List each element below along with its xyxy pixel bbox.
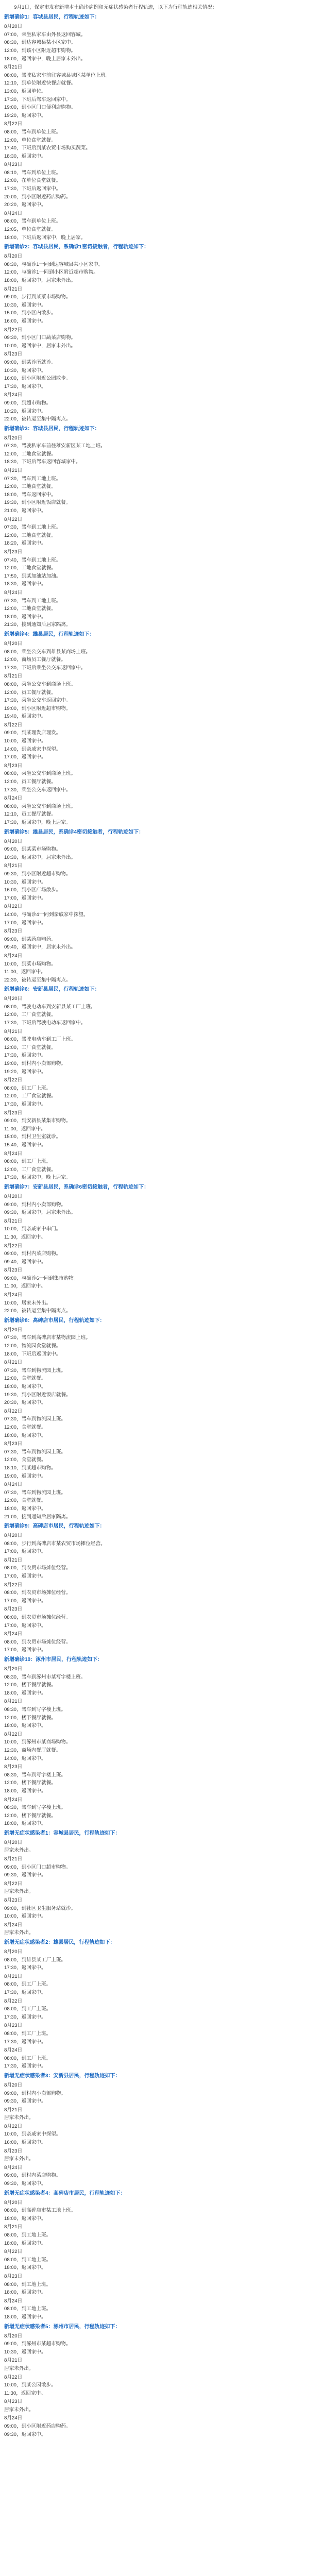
itinerary-entry: 10:30，返回家中。 <box>4 2349 46 2355</box>
itinerary-entry: 07:30，驾车到工地上班。 <box>4 598 61 604</box>
itinerary-entry: 12:10，到单位附近快餐店就餐。 <box>4 80 76 87</box>
itinerary-entry: 08:00，到工厂上班。 <box>4 1159 52 1165</box>
itinerary-entry: 10:30，返回家中，居家未外出。 <box>4 854 76 860</box>
case-heading: 新增无症状感染者4：高碑店市居民，行程轨迹如下： <box>4 2190 126 2196</box>
date-label: 8月23日 <box>4 2023 23 2029</box>
itinerary-entry: 08:30，驾车到写字楼上班。 <box>4 1772 66 1778</box>
itinerary-entry: 07:40，驾车到工地上班。 <box>4 557 61 563</box>
itinerary-entry: 08:00，驾驶私家车前往容城县城区某单位上班。 <box>4 72 111 78</box>
itinerary-entry: 20:00，到小区附近药店购药。 <box>4 194 71 200</box>
itinerary-entry: 17:00，返回家中。 <box>4 1549 46 1555</box>
itinerary-entry: 居家未外出。 <box>4 2115 34 2121</box>
case-heading: 新增确诊4：雄县居民，行程轨迹如下： <box>4 631 95 637</box>
itinerary-entry: 10:00，到菜市场购物。 <box>4 961 56 967</box>
case-heading: 新增确诊3：容城县居民，行程轨迹如下： <box>4 426 100 432</box>
itinerary-entry: 09:30，返回家中。 <box>4 1872 46 1878</box>
itinerary-entry: 22:00，被转运至集中隔离点。 <box>4 416 71 422</box>
itinerary-entry: 居家未外出。 <box>4 2406 34 2413</box>
itinerary-entry: 19:30，到小区附近饭店就餐。 <box>4 1392 71 1398</box>
itinerary-entry: 14:00，与确诊4一同到亲戚家中探望。 <box>4 911 89 918</box>
itinerary-entry: 19:20，返回家中。 <box>4 1069 46 1075</box>
date-label: 8月23日 <box>4 351 23 358</box>
itinerary-entry: 12:00，楼下餐厅就餐。 <box>4 1780 56 1786</box>
itinerary-entry: 09:00，步行到某菜市场购物。 <box>4 294 71 300</box>
itinerary-entry: 08:00，到工地上班。 <box>4 2232 52 2239</box>
itinerary-entry: 09:00，到某理发店理发。 <box>4 730 61 736</box>
itinerary-entry: 08:30，驾车到写字楼上班。 <box>4 1706 66 1713</box>
itinerary-entry: 08:00，到工厂上班。 <box>4 2055 52 2061</box>
itinerary-entry: 18:00，返回家中。 <box>4 614 46 620</box>
itinerary-entry: 08:00，到农贸市场摊位经营。 <box>4 1615 71 1621</box>
itinerary-entry: 居家未外出。 <box>4 1930 34 1936</box>
itinerary-entry: 12:00，工地食堂就餐。 <box>4 606 56 612</box>
itinerary-entry: 12:00，工地食堂就餐。 <box>4 451 56 457</box>
itinerary-entry: 12:00，工地食堂就餐。 <box>4 484 56 490</box>
itinerary-entry: 18:00，驾车返回家中。 <box>4 492 56 498</box>
itinerary-entry: 07:30，驾车到高碑店市某物流园上班。 <box>4 1335 91 1341</box>
itinerary-entry: 10:30，返回家中。 <box>4 367 46 374</box>
itinerary-entry: 12:00，工地食堂就餐。 <box>4 565 56 571</box>
date-label: 8月24日 <box>4 795 23 802</box>
itinerary-entry: 08:00，到工地上班。 <box>4 2257 52 2263</box>
itinerary-entry: 21:00，接到通知后居家隔离。 <box>4 1514 71 1520</box>
date-label: 8月21日 <box>4 1218 23 1224</box>
itinerary-entry: 20:30，返回家中。 <box>4 1400 46 1406</box>
itinerary-entry: 07:30，驾车到工地上班。 <box>4 476 61 482</box>
itinerary-entry: 07:00，乘坐私家车由外县返回容城。 <box>4 31 86 38</box>
itinerary-entry: 08:00，到农贸市场摊位经营。 <box>4 1565 71 1571</box>
itinerary-entry: 19:00，返回家中。 <box>4 1473 46 1479</box>
itinerary-entry: 18:00，返回家中。 <box>4 1432 46 1438</box>
date-label: 8月23日 <box>4 762 23 769</box>
itinerary-entry: 07:30，驾驶私家车前往雄安新区某工地上班。 <box>4 443 106 449</box>
date-label: 8月20日 <box>4 253 23 260</box>
date-label: 8月23日 <box>4 1267 23 1274</box>
itinerary-entry: 18:10，到某超市购物。 <box>4 1465 56 1471</box>
itinerary-entry: 17:00，返回家中。 <box>4 895 46 901</box>
itinerary-entry: 09:30，到小区门口蔬菜店购物。 <box>4 335 76 341</box>
date-label: 8月24日 <box>4 2164 23 2171</box>
case-heading: 新增无症状感染者2：雄县居民，行程轨迹如下： <box>4 1940 115 1946</box>
itinerary-entry: 08:00，步行到高碑店市某农贸市场摊位经营。 <box>4 1540 106 1547</box>
itinerary-entry: 08:00，驾车到单位上班。 <box>4 129 61 135</box>
itinerary-entry: 07:30，驾车到物流园上班。 <box>4 1367 66 1374</box>
itinerary-entry: 09:00，到涿州市某超市购物。 <box>4 2341 71 2347</box>
itinerary-entry: 11:30，返回家中。 <box>4 2390 46 2396</box>
itinerary-entry: 15:40，返回家中。 <box>4 1142 46 1148</box>
case-heading: 新增确诊8：高碑店市居民，行程轨迹如下： <box>4 1317 105 1324</box>
itinerary-entry: 09:00，到村内小卖部购物。 <box>4 2090 66 2096</box>
itinerary-entry: 12:00，员工餐厅就餐。 <box>4 689 56 696</box>
itinerary-entry: 10:00，到亲戚家中串门。 <box>4 1226 61 1232</box>
itinerary-entry: 17:30，下班后驾驶电动车返回家中。 <box>4 1020 86 1026</box>
itinerary-entry: 08:00，乘坐公交车到商场上班。 <box>4 681 76 687</box>
itinerary-entry: 12:05，单位食堂就餐。 <box>4 227 56 233</box>
itinerary-entry: 09:00，到村内小卖部购物。 <box>4 1201 66 1208</box>
itinerary-entry: 18:30，返回家中。 <box>4 581 46 587</box>
itinerary-entry: 18:00，返回家中。 <box>4 2290 46 2296</box>
itinerary-entry: 19:30，到小区附近饭店就餐。 <box>4 500 71 506</box>
itinerary-entry: 18:00，返回家中，晚上居家未外出。 <box>4 56 86 62</box>
itinerary-entry: 18:00，返回家中。 <box>4 1788 46 1794</box>
case-heading: 新增确诊6：安新县居民，行程轨迹如下： <box>4 987 100 993</box>
date-label: 8月22日 <box>4 327 23 333</box>
date-label: 8月22日 <box>4 722 23 728</box>
itinerary-entry: 08:00，驾驶电动车到工厂上班。 <box>4 1037 76 1043</box>
itinerary-entry: 13:00，返回单位。 <box>4 88 46 94</box>
date-label: 8月21日 <box>4 64 23 71</box>
itinerary-entry: 10:00，居家未外出。 <box>4 1300 52 1306</box>
date-label: 8月23日 <box>4 1606 23 1613</box>
itinerary-entry: 16:00，返回家中。 <box>4 2140 46 2146</box>
date-label: 8月20日 <box>4 1949 23 1955</box>
itinerary-entry: 19:20，返回家中。 <box>4 112 46 118</box>
itinerary-entry: 17:30，下班后乘坐公交车返回家中。 <box>4 665 86 671</box>
itinerary-entry: 18:30，下班后驾车返回容城家中。 <box>4 459 81 465</box>
date-label: 8月20日 <box>4 1533 23 1539</box>
itinerary-entry: 10:00，返回家中。 <box>4 738 46 744</box>
itinerary-entry: 08:00，乘坐公交车到商场上班。 <box>4 771 76 777</box>
itinerary-entry: 17:30，返回家中。 <box>4 383 46 389</box>
date-label: 8月20日 <box>4 1327 23 1333</box>
itinerary-entry: 居家未外出。 <box>4 1848 34 1854</box>
itinerary-entry: 12:00，楼下餐厅就餐。 <box>4 1812 56 1819</box>
case-heading: 新增无症状感染者5：涿州市居民，行程轨迹如下： <box>4 2324 121 2330</box>
itinerary-entry: 12:00，楼下餐厅就餐。 <box>4 1715 56 1721</box>
itinerary-entry: 09:30，返回家中。 <box>4 2431 46 2437</box>
itinerary-entry: 12:00，工厂食堂就餐。 <box>4 1044 56 1050</box>
date-label: 8月22日 <box>4 1998 23 2004</box>
date-label: 8月23日 <box>4 1110 23 1116</box>
itinerary-entry: 17:30，返回家中。 <box>4 2014 46 2020</box>
itinerary-entry: 15:00，到村卫生室就诊。 <box>4 1134 61 1140</box>
itinerary-entry: 16:00，到小区广场散步。 <box>4 887 61 893</box>
itinerary-entry: 12:00，楼下餐厅就餐。 <box>4 1682 56 1688</box>
itinerary-entry: 17:00，返回家中。 <box>4 1647 46 1653</box>
date-label: 8月21日 <box>4 468 23 474</box>
date-label: 8月22日 <box>4 2249 23 2255</box>
itinerary-entry: 08:30，与确诊1一同到达容城县某小区家中。 <box>4 261 104 267</box>
date-label: 8月20日 <box>4 1839 23 1845</box>
itinerary-entry: 17:30，乘坐公交车返回家中。 <box>4 698 71 704</box>
itinerary-entry: 居家未外出。 <box>4 2365 34 2371</box>
date-label: 8月24日 <box>4 1922 23 1928</box>
itinerary-entry: 10:00，到某公园散步。 <box>4 2382 56 2388</box>
itinerary-entry: 12:00，单位食堂就餐。 <box>4 137 56 143</box>
itinerary-entry: 17:30，下班后驾车返回家中。 <box>4 96 71 103</box>
itinerary-entry: 09:00，到小区附近药店购药。 <box>4 2424 71 2430</box>
date-label: 8月21日 <box>4 2224 23 2230</box>
itinerary-entry: 07:30，驾车到物流园上班。 <box>4 1449 66 1455</box>
date-label: 8月20日 <box>4 1666 23 1672</box>
date-label: 8月22日 <box>4 1243 23 1249</box>
itinerary-entry: 14:00，返回家中。 <box>4 1755 46 1761</box>
itinerary-entry: 21:00，返回家中。 <box>4 508 46 514</box>
date-label: 8月24日 <box>4 392 23 398</box>
itinerary-entry: 07:30，驾车到物流园上班。 <box>4 1489 66 1496</box>
date-label: 8月22日 <box>4 904 23 910</box>
date-label: 8月20日 <box>4 2333 23 2339</box>
itinerary-entry: 12:00，物流园食堂就餐。 <box>4 1343 61 1349</box>
itinerary-entry: 09:00，到某诊所就诊。 <box>4 359 56 365</box>
itinerary-entry: 17:30，返回家中，晚上居家。 <box>4 820 71 826</box>
date-label: 8月20日 <box>4 996 23 1002</box>
date-label: 8月20日 <box>4 2199 23 2206</box>
date-label: 8月21日 <box>4 2358 23 2364</box>
itinerary-entry: 08:00，到工厂上班。 <box>4 2030 52 2037</box>
itinerary-entry: 11:00，返回家中。 <box>4 1126 46 1132</box>
date-label: 8月22日 <box>4 516 23 522</box>
date-label: 8月23日 <box>4 549 23 555</box>
itinerary-entry: 17:00，返回家中。 <box>4 1622 46 1629</box>
case-heading: 新增确诊1：容城县居民，行程轨迹如下： <box>4 14 100 21</box>
date-label: 8月22日 <box>4 1731 23 1737</box>
itinerary-entry: 17:00，返回家中。 <box>4 1573 46 1580</box>
itinerary-entry: 08:30，到达容城县某小区家中。 <box>4 40 76 46</box>
date-label: 8月21日 <box>4 863 23 869</box>
itinerary-entry: 12:00，食堂就餐。 <box>4 1424 46 1430</box>
itinerary-entry: 18:20，返回家中。 <box>4 540 46 547</box>
itinerary-entry: 09:30，返回家中。 <box>4 2181 46 2187</box>
itinerary-entry: 09:00，到某药店购药。 <box>4 936 56 942</box>
itinerary-entry: 09:00，到村内菜店购物。 <box>4 2173 61 2179</box>
itinerary-entry: 09:00，到某菜市场购物。 <box>4 846 61 853</box>
itinerary-entry: 12:00，工厂食堂就餐。 <box>4 1093 56 1099</box>
itinerary-entry: 17:30，返回家中。 <box>4 2039 46 2045</box>
itinerary-entry: 20:20，返回家中。 <box>4 202 46 208</box>
date-label: 8月23日 <box>4 2148 23 2154</box>
itinerary-entry: 07:30，驾车到工地上班。 <box>4 524 61 531</box>
itinerary-entry: 12:00，工厂食堂就餐。 <box>4 1166 56 1173</box>
intro-paragraph: 9月1日，保定市发布新增本土确诊病例和无症状感染者行程轨迹，以下为行程轨迹相关情况： <box>14 5 217 10</box>
itinerary-entry: 17:00，返回家中。 <box>4 1598 46 1604</box>
itinerary-entry: 08:00，到工厂上班。 <box>4 1981 52 1988</box>
itinerary-entry: 08:00，到工地上班。 <box>4 2306 52 2312</box>
itinerary-entry: 08:00，驾驶电动车到安新县某工厂上班。 <box>4 1004 96 1010</box>
date-label: 8月21日 <box>4 1699 23 1705</box>
case-heading: 新增确诊7：安新县居民，系确诊6密切接触者，行程轨迹如下： <box>4 1184 149 1190</box>
date-label: 8月22日 <box>4 1880 23 1887</box>
itinerary-entry: 17:30，返回家中。 <box>4 2063 46 2070</box>
itinerary-entry: 09:40，返回家中。 <box>4 1259 46 1265</box>
itinerary-entry: 18:30，返回家中。 <box>4 153 46 159</box>
itinerary-entry: 18:00，返回家中。 <box>4 2215 46 2222</box>
itinerary-entry: 18:00，返回家中。 <box>4 1384 46 1390</box>
itinerary-entry: 12:10，员工餐厅就餐。 <box>4 811 56 818</box>
date-label: 8月22日 <box>4 121 23 127</box>
date-label: 8月24日 <box>4 589 23 596</box>
itinerary-entry: 14:00，到亲戚家中探望。 <box>4 746 61 752</box>
date-label: 8月24日 <box>4 2047 23 2054</box>
date-label: 8月20日 <box>4 2082 23 2088</box>
date-label: 8月22日 <box>4 2123 23 2129</box>
itinerary-entry: 10:00，返回家中。 <box>4 1913 46 1920</box>
date-label: 8月20日 <box>4 640 23 647</box>
itinerary-entry: 17:40，下班后到某农贸市场购买蔬菜。 <box>4 145 91 151</box>
date-label: 8月23日 <box>4 1897 23 1904</box>
itinerary-entry: 07:30，驾车到物流园上班。 <box>4 1416 66 1422</box>
itinerary-entry: 18:00，返回家中。 <box>4 1690 46 1696</box>
itinerary-entry: 12:00，在单位食堂就餐。 <box>4 178 61 184</box>
itinerary-entry: 08:00，乘坐公交车到雄县某商场上班。 <box>4 649 91 655</box>
itinerary-entry: 09:30，到小区附近超市购物。 <box>4 871 71 877</box>
date-label: 8月21日 <box>4 1028 23 1035</box>
date-label: 8月20日 <box>4 1193 23 1199</box>
itinerary-entry: 17:30，返回家中。 <box>4 1989 46 1995</box>
itinerary-entry: 11:00，返回家中。 <box>4 969 46 975</box>
itinerary-entry: 12:00，食堂就餐。 <box>4 1457 46 1463</box>
date-label: 8月24日 <box>4 953 23 959</box>
itinerary-entry: 居家未外出。 <box>4 2156 34 2162</box>
itinerary-entry: 09:40，返回家中，居家未外出。 <box>4 944 76 951</box>
itinerary-entry: 12:30，商场内餐厅就餐。 <box>4 1747 61 1753</box>
itinerary-entry: 17:00，返回家中。 <box>4 754 46 760</box>
itinerary-entry: 08:00，到雄县某工厂上班。 <box>4 1957 66 1963</box>
itinerary-entry: 08:00，到农贸市场摊位经营。 <box>4 1639 71 1645</box>
itinerary-entry: 17:30，乘坐公交车返回家中。 <box>4 787 71 793</box>
itinerary-entry: 09:00，与确诊6一同到集市购物。 <box>4 1275 79 1281</box>
itinerary-entry: 18:00，返回家中。 <box>4 1821 46 1827</box>
case-heading: 新增确诊10：涿州市居民，行程轨迹如下： <box>4 1657 103 1663</box>
itinerary-entry: 08:30，驾车到涿州市某写字楼上班。 <box>4 1674 86 1680</box>
date-label: 8月21日 <box>4 1557 23 1563</box>
itinerary-entry: 08:00，到工厂上班。 <box>4 2006 52 2012</box>
itinerary-entry: 08:30，驾车到写字楼上班。 <box>4 1805 66 1811</box>
itinerary-entry: 08:00，到农贸市场摊位经营。 <box>4 1590 71 1596</box>
itinerary-entry: 09:30，返回家中。 <box>4 2098 46 2105</box>
itinerary-entry: 10:00，到涿州市某商场购物。 <box>4 1739 71 1745</box>
date-label: 8月21日 <box>4 673 23 680</box>
itinerary-entry: 居家未外出。 <box>4 1889 34 1895</box>
date-label: 8月23日 <box>4 2399 23 2405</box>
date-label: 8月23日 <box>4 162 23 168</box>
itinerary-entry: 08:00，乘坐公交车到商场上班。 <box>4 803 76 809</box>
case-heading: 新增确诊2：容城县居民，系确诊1密切接触者，行程轨迹如下： <box>4 244 149 250</box>
itinerary-entry: 21:30，接到通知后居家隔离。 <box>4 622 71 628</box>
itinerary-entry: 12:00，工地食堂就餐。 <box>4 532 56 538</box>
case-heading: 新增确诊9：高碑店市居民，行程轨迹如下： <box>4 1523 105 1530</box>
date-label: 8月21日 <box>4 2107 23 2113</box>
date-label: 8月24日 <box>4 2298 23 2304</box>
itinerary-entry: 18:00，返回家中。 <box>4 2240 46 2246</box>
date-label: 8月22日 <box>4 1582 23 1588</box>
itinerary-entry: 12:00，食堂就餐。 <box>4 1498 46 1504</box>
itinerary-entry: 18:00，返回家中。 <box>4 2314 46 2320</box>
date-label: 8月21日 <box>4 1973 23 1979</box>
itinerary-entry: 10:30，返回家中。 <box>4 302 46 308</box>
itinerary-entry: 16:00，返回家中。 <box>4 318 46 324</box>
itinerary-entry: 17:30，返回家中，晚上居家。 <box>4 1175 71 1181</box>
date-label: 8月24日 <box>4 1150 23 1157</box>
itinerary-entry: 19:40，返回家中。 <box>4 714 46 720</box>
itinerary-entry: 09:00，到超市购物。 <box>4 400 52 406</box>
date-label: 8月22日 <box>4 1077 23 1083</box>
itinerary-entry: 17:50，到某加油站加油。 <box>4 573 61 579</box>
date-label: 8月24日 <box>4 1631 23 1637</box>
itinerary-entry: 15:00，到小区内散步。 <box>4 310 56 316</box>
itinerary-entry: 22:00，被转运至集中隔离点。 <box>4 1308 71 1314</box>
itinerary-entry: 09:00，到安新县某集市购物。 <box>4 1118 71 1124</box>
date-label: 8月23日 <box>4 2273 23 2279</box>
date-label: 8月24日 <box>4 210 23 216</box>
date-label: 8月20日 <box>4 838 23 844</box>
date-label: 8月20日 <box>4 435 23 441</box>
itinerary-entry: 08:00，驾车到单位上班。 <box>4 218 61 225</box>
itinerary-entry: 19:00，到村内小卖部购物。 <box>4 1061 66 1067</box>
date-label: 8月23日 <box>4 928 23 935</box>
itinerary-entry: 12:00，商场员工餐厅就餐。 <box>4 657 66 663</box>
date-label: 8月24日 <box>4 2415 23 2421</box>
case-list <box>4 13 317 2438</box>
case-heading: 新增无症状感染者1：容城县居民，行程轨迹如下： <box>4 1830 121 1836</box>
itinerary-entry: 11:00，返回家中。 <box>4 1283 46 1290</box>
itinerary-entry: 16:00，到小区附近公园散步。 <box>4 376 71 382</box>
itinerary-entry: 18:00，返回家中，居家未外出。 <box>4 278 76 284</box>
itinerary-entry: 17:00，返回家中。 <box>4 920 46 926</box>
date-label: 8月21日 <box>4 1856 23 1862</box>
itinerary-entry: 10:00，到亲戚家中探望。 <box>4 2131 61 2138</box>
date-label: 8月21日 <box>4 1360 23 1366</box>
itinerary-entry: 18:00，返回家中。 <box>4 2265 46 2271</box>
date-label: 8月24日 <box>4 1797 23 1803</box>
date-label: 8月24日 <box>4 1482 23 1488</box>
itinerary-entry: 09:30，返回家中，居家未外出。 <box>4 1210 76 1216</box>
itinerary-entry: 18:00，下班后返回家中。 <box>4 1351 61 1357</box>
itinerary-entry: 18:00，返回家中。 <box>4 1723 46 1729</box>
date-label: 8月23日 <box>4 1441 23 1447</box>
itinerary-entry: 17:30，返回家中。 <box>4 1101 46 1108</box>
itinerary-entry: 09:00，到社区卫生服务站就诊。 <box>4 1905 76 1911</box>
date-label: 8月20日 <box>4 24 23 30</box>
itinerary-entry: 12:00，到该小区附近超市购物。 <box>4 47 76 54</box>
itinerary-entry: 09:00，到小区门口超市购物。 <box>4 1864 71 1870</box>
date-label: 8月23日 <box>4 1764 23 1770</box>
itinerary-entry: 18:00，下班后返回家中，晚上居家。 <box>4 234 86 241</box>
itinerary-entry: 17:30，下班后返回家中。 <box>4 186 61 192</box>
itinerary-entry: 12:00，食堂就餐。 <box>4 1376 46 1382</box>
itinerary-entry: 19:00，到小区门口便利店购物。 <box>4 105 76 111</box>
itinerary-entry: 17:30，返回家中。 <box>4 1965 46 1971</box>
itinerary-entry: 22:30，被转运至集中隔离点。 <box>4 977 71 983</box>
itinerary-entry: 10:30，返回家中。 <box>4 879 46 885</box>
itinerary-entry: 10:00，返回家中，居家未外出。 <box>4 343 76 349</box>
date-label: 8月22日 <box>4 1408 23 1414</box>
case-heading: 新增无症状感染者3：安新县居民，行程轨迹如下： <box>4 2073 121 2079</box>
itinerary-entry: 19:00，到小区附近超市购物。 <box>4 705 71 711</box>
date-label: 8月21日 <box>4 286 23 292</box>
itinerary-entry: 08:00，到高碑店市某工地上班。 <box>4 2208 76 2214</box>
itinerary-entry: 17:30，返回家中。 <box>4 1053 46 1059</box>
case-heading: 新增确诊5：雄县居民，系确诊4密切接触者，行程轨迹如下： <box>4 829 144 835</box>
itinerary-entry: 12:00，工厂食堂就餐。 <box>4 1012 56 1018</box>
itinerary-entry: 12:00，与确诊1一同到小区附近超市购物。 <box>4 269 98 276</box>
itinerary-entry: 11:30，返回家中。 <box>4 1234 46 1240</box>
itinerary-entry: 10:20，返回家中。 <box>4 408 46 414</box>
itinerary-entry: 18:00，返回家中。 <box>4 1505 46 1512</box>
itinerary-entry: 09:00，到村内菜店购物。 <box>4 1251 61 1257</box>
itinerary-entry: 12:00，员工餐厅就餐。 <box>4 779 56 785</box>
itinerary-entry: 08:10，驾车到单位上班。 <box>4 170 61 176</box>
itinerary-entry: 08:00，到工厂上班。 <box>4 1085 52 1091</box>
date-label: 8月24日 <box>4 1292 23 1298</box>
itinerary-entry: 08:00，到工地上班。 <box>4 2281 52 2287</box>
date-label: 8月22日 <box>4 2374 23 2380</box>
